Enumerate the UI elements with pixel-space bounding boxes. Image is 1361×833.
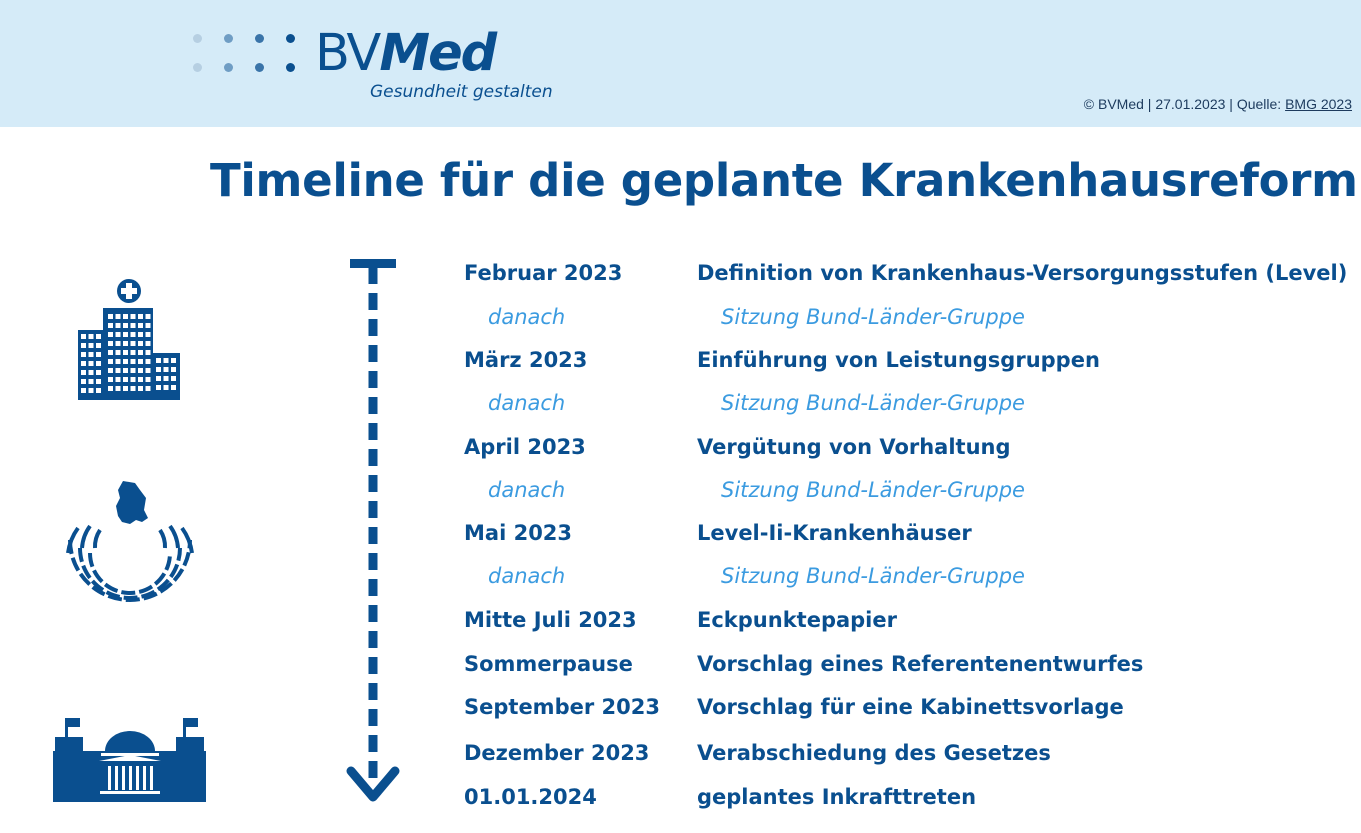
- logo-dot: [224, 63, 233, 72]
- timeline-date: Dezember 2023: [464, 741, 650, 765]
- logo-dot: [224, 34, 233, 43]
- source-link[interactable]: BMG 2023: [1285, 96, 1352, 112]
- timeline-date: Mitte Juli 2023: [464, 608, 637, 632]
- timeline-date-sub: danach: [488, 391, 566, 415]
- timeline-date: April 2023: [464, 435, 586, 459]
- source-credit: [1084, 96, 1352, 112]
- logo-dot: [286, 34, 295, 43]
- hospital-icon: [78, 278, 180, 400]
- logo-text-bold: Med: [379, 24, 496, 83]
- timeline-event: Vergütung von Vorhaltung: [697, 435, 1011, 459]
- logo-dot: [193, 34, 202, 43]
- timeline-event: Verabschiedung des Gesetzes: [697, 741, 1051, 765]
- logo-dots: [190, 30, 300, 80]
- timeline-event: geplantes Inkrafttreten: [697, 785, 977, 809]
- timeline-date-sub: danach: [488, 564, 566, 588]
- logo-wordmark: [315, 24, 495, 84]
- header-bar: [0, 0, 1361, 127]
- logo-dot: [286, 63, 295, 72]
- timeline-event: Level-Ii-Krankenhäuser: [697, 521, 972, 545]
- reichstag-icon: [53, 715, 206, 802]
- timeline-date: Sommerpause: [464, 652, 633, 676]
- timeline-date: 01.01.2024: [464, 785, 597, 809]
- timeline-event-sub: Sitzung Bund-Länder-Gruppe: [721, 478, 1025, 502]
- timeline-date-sub: danach: [488, 478, 566, 502]
- logo-dot: [255, 34, 264, 43]
- timeline-event: Eckpunktepapier: [697, 608, 897, 632]
- timeline-date: März 2023: [464, 348, 588, 372]
- timeline-event-sub: Sitzung Bund-Länder-Gruppe: [721, 305, 1025, 329]
- timeline-date: Februar 2023: [464, 261, 623, 285]
- timeline-event: Vorschlag für eine Kabinettsvorlage: [697, 695, 1124, 719]
- timeline-date: Mai 2023: [464, 521, 573, 545]
- logo-tagline: Gesundheit gestalten: [370, 82, 553, 102]
- timeline-event-sub: Sitzung Bund-Länder-Gruppe: [721, 564, 1025, 588]
- timeline-event: Einführung von Leistungsgruppen: [697, 348, 1100, 372]
- credit-text: © BVMed | 27.01.2023 | Quelle:: [1083, 96, 1286, 112]
- timeline-date-sub: danach: [488, 305, 566, 329]
- logo-dot: [255, 63, 264, 72]
- timeline-arrow-icon: [345, 257, 401, 807]
- timeline-event: Vorschlag eines Referentenentwurfes: [697, 652, 1144, 676]
- page-title: Timeline für die geplante Krankenhausreform: [210, 154, 1358, 207]
- parliament-germany-icon: [60, 478, 200, 618]
- timeline-date: September 2023: [464, 695, 660, 719]
- timeline-event-sub: Sitzung Bund-Länder-Gruppe: [721, 391, 1025, 415]
- logo-dot: [193, 63, 202, 72]
- timeline-event: Definition von Krankenhaus-Versorgungsstufen (Level): [697, 261, 1348, 285]
- logo-text-regular: BV: [315, 24, 380, 83]
